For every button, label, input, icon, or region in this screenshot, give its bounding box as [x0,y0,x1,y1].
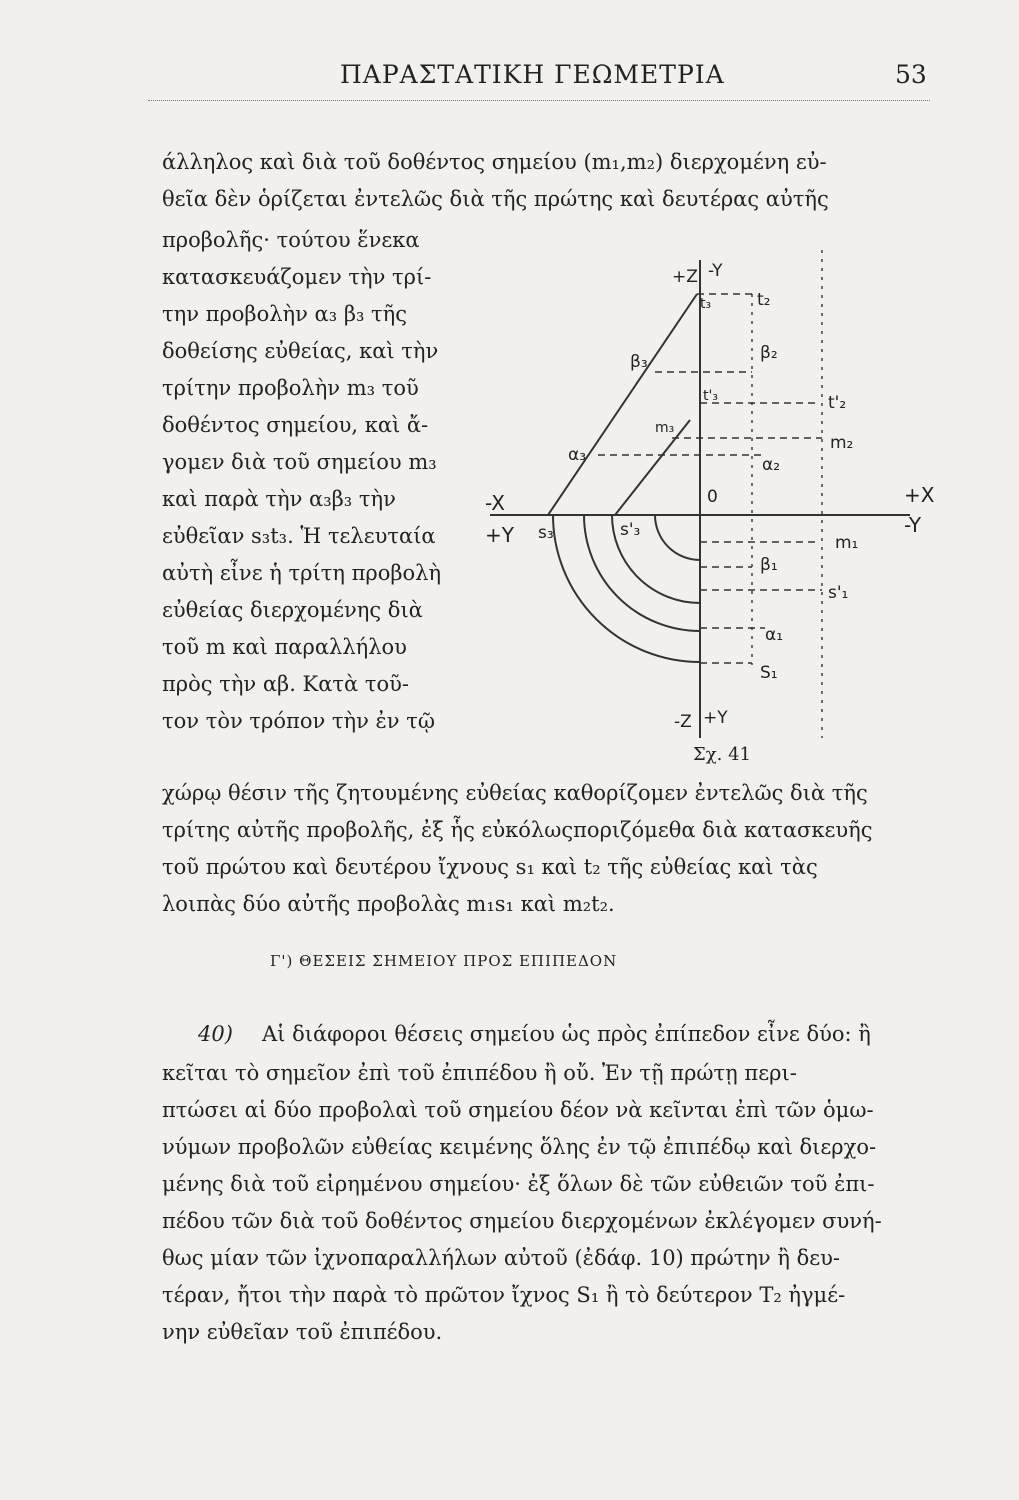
text-line: τον τὸν τρόπον τὴν ἐν τῷ [162,709,435,733]
text-line: πέδου τῶν διὰ τοῦ δοθέντος σημείου διερχομένων ἐκλέγομεν συνή- [162,1209,882,1233]
paragraph-number: 40) [198,1022,233,1046]
section-heading: Γ') ΘΕΣΕΙΣ ΣΗΜΕΙΟΥ ΠΡΟΣ ΕΠΙΠΕΔΟΝ [270,952,618,970]
label-a3: α₃ [568,445,587,465]
text-line: άλληλος καὶ διὰ τοῦ δοθέντος σημείου (m₁,m₂) διερχομένη εὐ- [162,150,827,174]
label-s1p: s'₁ [828,583,849,603]
label-m1: m₁ [835,533,859,553]
text-line: πτώσει αἱ δύο προβολαὶ τοῦ σημείου δέον νὰ κεῖνται ἐπὶ τῶν ὁμω- [162,1098,874,1122]
label-plus-y-left: +Y [485,523,514,547]
figure-caption: Σχ. 41 [693,744,751,765]
label-plus-x: +X [904,483,935,507]
figure-41-diagram [470,240,940,760]
label-b3: β₃ [630,352,648,372]
text-line: δοθείσης εὐθείας, καὶ τὴν [162,339,439,363]
text-line: τέραν, ἤτοι τὴν παρὰ τὸ πρῶτον ἴχνος S₁ ἢ τὸ δεύτερον T₂ ἠγμέ- [162,1283,846,1307]
text-line: καὶ παρὰ τὴν α₃β₃ τὴν [162,487,396,511]
text-line: κατασκευάζομεν τὴν τρί- [162,265,432,289]
text-line: θεῖα δὲν ὁρίζεται ἐντελῶς διὰ τῆς πρώτης καὶ δευτέρας αὐτῆς [162,187,829,211]
text-line: τοῦ m καὶ παραλλήλου [162,635,407,659]
text-line: κεῖται τὸ σημεῖον ἐπὶ τοῦ ἐπιπέδου ἢ οὔ. Ἐν τῇ πρώτῃ περι- [162,1061,797,1085]
label-s3: s₃ [538,523,554,543]
label-s1: S₁ [760,663,778,683]
label-t2-top: t₂ [757,290,771,310]
text-line: θως μίαν τῶν ἰχνοπαραλλήλων αὐτοῦ (ἐδάφ. 10) πρώτην ἢ δευ- [162,1246,840,1270]
text-line: τρίτης αὐτῆς προβολῆς, ἐξ ἧς εὐκόλωςποριζόμεθα διὰ κατασκευῆς [162,818,873,842]
label-plus-z: +Z [672,267,698,287]
page-number: 53 [895,60,927,89]
text-line: μένης διὰ τοῦ εἰρημένου σημείου· ἐξ ὅλων δὲ τῶν εὐθειῶν τοῦ ἐπι- [162,1172,875,1196]
label-s3p: s'₃ [620,520,641,540]
text-line: λοιπὰς δύο αὐτῆς προβολὰς m₁s₁ καὶ m₂t₂. [162,892,615,916]
s3t3-line [615,420,690,515]
text-line: χώρῳ θέσιν τῆς ζητουμένης εὐθείας καθορίζομεν ἐντελῶς διὰ τῆς [162,781,868,805]
text-line: νην εὐθεῖαν τοῦ ἐπιπέδου. [162,1320,443,1344]
text-line: πρὸς τὴν αβ. Κατὰ τοῦ- [162,672,410,696]
running-header-title: ΠΑΡΑΣΤΑΤΙΚΗ ΓΕΩΜΕΤΡΙΑ [340,60,725,89]
label-m2: m₂ [830,433,854,453]
header-rule [148,100,930,101]
label-t3p: t'₃ [703,388,718,404]
text-line: εὐθείας διερχομένης διὰ [162,598,423,622]
label-a1: α₁ [765,625,784,645]
label-m3: m₃ [655,420,675,436]
label-minus-y-top: -Y [708,261,723,281]
text-line: προβολῆς· τούτου ἕνεκα [162,228,420,252]
label-b2: β₂ [760,343,778,363]
label-minus-x: -X [485,491,505,515]
text-line: την προβολὴν α₃ β₃ τῆς [162,302,408,326]
text-line: γομεν διὰ τοῦ σημείου m₃ [162,450,437,474]
text-line: τοῦ πρώτου καὶ δευτέρου ἴχνους s₁ καὶ t₂ τῆς εὐθείας καὶ τὰς [162,855,818,879]
label-t2p: t'₂ [828,393,847,413]
a3b3-line [548,294,697,515]
label-a2: α₂ [762,455,781,475]
label-minus-z: -Z [674,712,692,732]
text-line: τρίτην προβολὴν m₃ τοῦ [162,376,419,400]
label-b1: β₁ [760,555,778,575]
text-line: αὐτὴ εἶνε ἡ τρίτη προβολὴ [162,561,442,585]
arc-1 [655,515,700,560]
label-plus-y-bottom: +Y [703,708,728,728]
arc-3 [584,515,700,631]
label-t3-top: t₃ [700,296,712,312]
text-line: δοθέντος σημείου, καὶ ἄ- [162,413,429,437]
text-line: Αἱ διάφοροι θέσεις σημείου ὡς πρὸς ἐπίπεδον εἶνε δύο: ἢ [262,1022,871,1046]
text-line: νύμων προβολῶν εὐθείας κειμένης ὅλης ἐν τῷ ἐπιπέδῳ καὶ διερχο- [162,1135,877,1159]
label-minus-y-right: -Y [904,513,922,537]
label-origin: 0 [707,487,718,507]
text-line: εὐθεῖαν s₃t₃. Ἡ τελευταία [162,524,436,548]
